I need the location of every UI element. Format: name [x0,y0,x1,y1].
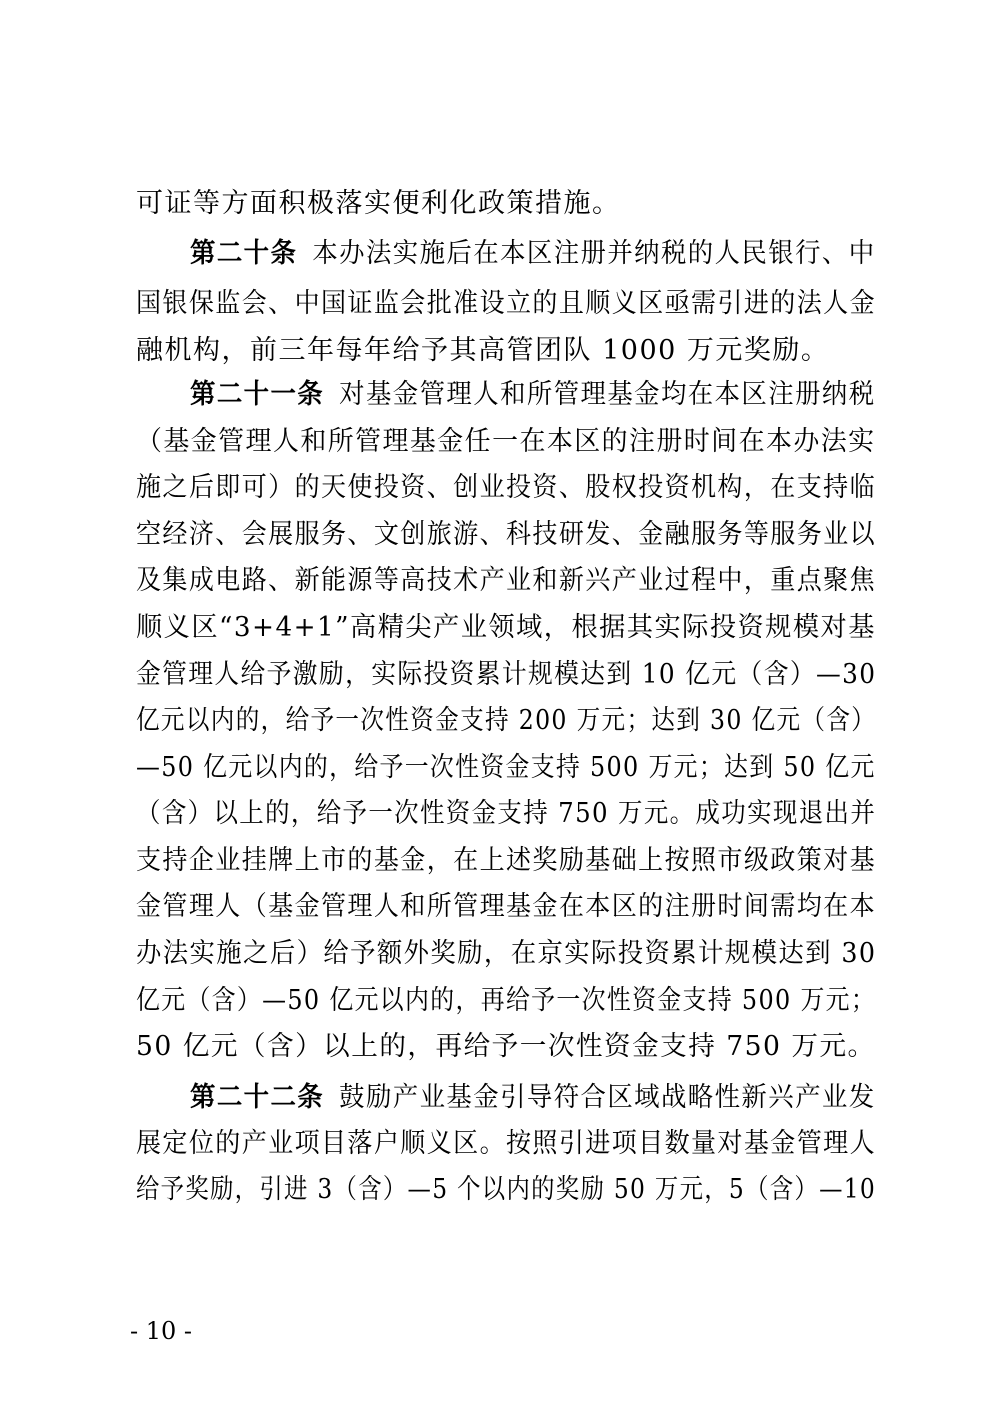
line-text: 金管理人（基金管理人和所管理基金在本区的注册时间需均在本 [136,891,876,922]
article-heading: 第二十一条 [190,379,325,410]
text-line [136,934,877,974]
text-line [136,1124,876,1164]
line-text: 对基金管理人和所管理基金均在本区注册纳税 [339,379,876,410]
text-line [136,748,876,788]
line-text: 给予奖励，引进 3（含）—5 个以内的奖励 50 万元，5（含）—10 [136,1174,877,1205]
text-line [136,284,876,324]
text-line [136,655,877,695]
text-line [136,608,876,648]
text-line [136,794,877,834]
text-line [136,841,876,881]
article-heading: 第二十条 [190,238,298,269]
line-text: 50 亿元（含）以上的，再给予一次性资金支持 750 万元。 [136,1031,876,1062]
line-text: 亿元以内的，给予一次性资金支持 200 万元；达到 30 亿元（含） [136,705,877,736]
text-line [136,887,876,927]
text-line [136,1170,877,1210]
text-line [136,331,876,371]
line-text: 国银保监会、中国证监会批准设立的且顺义区亟需引进的法人金 [136,288,876,319]
line-text: 及集成电路、新能源等高技术产业和新兴产业过程中，重点聚焦 [136,565,876,596]
line-text: 金管理人给予激励，实际投资累计规模达到 10 亿元（含）—30 [136,659,877,690]
line-text: 鼓励产业基金引导符合区域战略性新兴产业发 [339,1082,876,1113]
article-22-line [190,1078,876,1118]
article-21-line [190,375,876,415]
line-text: 施之后即可）的天使投资、创业投资、股权投资机构，在支持临 [136,472,876,503]
text-line [136,184,876,224]
text-line [136,981,877,1021]
text-line [136,422,876,462]
article-20-line [190,234,876,274]
line-text: 展定位的产业项目落户顺义区。按照引进项目数量对基金管理人 [136,1128,876,1159]
line-text: （含）以上的，给予一次性资金支持 750 万元。成功实现退出并 [136,798,877,829]
article-heading: 第二十二条 [190,1082,325,1113]
line-text: 融机构，前三年每年给予其高管团队 1000 万元奖励。 [136,335,830,366]
line-text: 空经济、会展服务、文创旅游、科技研发、金融服务等服务业以 [136,519,876,550]
text-line [136,701,877,741]
text-line [136,515,876,555]
line-text: 亿元（含）—50 亿元以内的，再给予一次性资金支持 500 万元； [136,985,877,1016]
line-text: 本办法实施后在本区注册并纳税的人民银行、中 [312,238,876,269]
text-line [136,468,876,508]
line-text: 顺义区“3+4+1”高精尖产业领域，根据其实际投资规模对基 [136,612,876,643]
line-text: （基金管理人和所管理基金任一在本区的注册时间在本办法实 [136,426,876,457]
text-line [136,1027,876,1067]
line-text: —50 亿元以内的，给予一次性资金支持 500 万元；达到 50 亿元 [136,752,876,783]
text-line [136,561,876,601]
line-text: 可证等方面积极落实便利化政策措施。 [136,188,621,219]
line-text: 办法实施之后）给予额外奖励，在京实际投资累计规模达到 30 [136,938,877,969]
page-number: - 10 - [130,1317,193,1345]
line-text: 支持企业挂牌上市的基金，在上述奖励基础上按照市级政策对基 [136,845,876,876]
